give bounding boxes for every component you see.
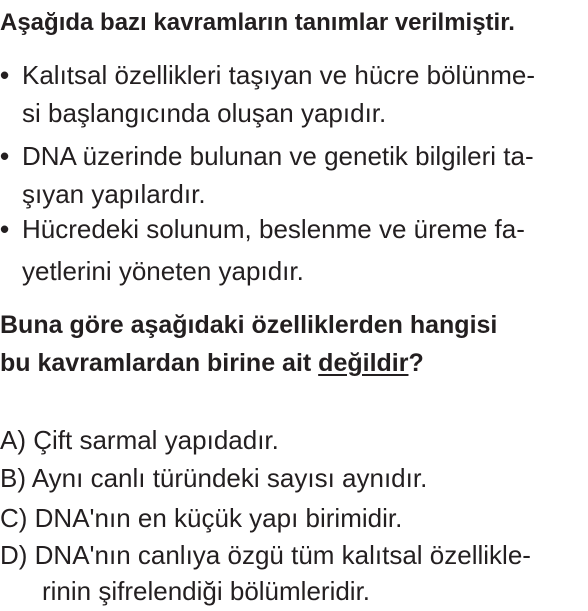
option-d[interactable]: D) DNA'nın canlıya özgü tüm kalıtsal özellikle-	[0, 540, 531, 570]
bullet-3-line1: Hücredeki solunum, beslenme ve üreme fa-	[22, 214, 525, 244]
bullet-2-line1: DNA üzerinde bulunan ve genetik bilgileri ta-	[22, 141, 534, 171]
bullet-icon: •	[0, 141, 10, 171]
option-b[interactable]: B) Aynı canlı türündeki sayısı aynıdır.	[0, 463, 428, 493]
bullet-1-line1: Kalıtsal özellikleri taşıyan ve hücre bölünme-	[22, 60, 536, 90]
bullet-2-line2: şıyan yapılardır.	[22, 179, 206, 209]
bullet-item-3	[0, 214, 525, 244]
option-c[interactable]: C) DNA'nın en küçük yapı birimidir.	[0, 503, 403, 533]
question-line-2-prefix: bu kavramlardan birine ait	[0, 349, 319, 377]
question-line-2	[0, 348, 424, 378]
bullet-1-line2: si başlangıcında oluşan yapıdır.	[22, 98, 387, 128]
bullet-icon: •	[0, 60, 10, 90]
intro-text: Aşağıda bazı kavramların tanımlar verilmiştir.	[0, 9, 515, 36]
option-d-continuation: rinin şifrelendiği bölümleridir.	[42, 576, 371, 606]
bullet-3-line2: yetlerini yöneten yapıdır.	[22, 256, 304, 286]
option-a[interactable]: A) Çift sarmal yapıdadır.	[0, 425, 279, 455]
bullet-icon: •	[0, 214, 10, 244]
bullet-item-1	[0, 60, 535, 90]
question-line-2-suffix: ?	[408, 349, 424, 377]
question-line-1: Buna göre aşağıdaki özelliklerden hangisi	[0, 311, 498, 339]
bullet-item-2	[0, 141, 534, 171]
question-emphasis: değildir	[318, 349, 409, 377]
